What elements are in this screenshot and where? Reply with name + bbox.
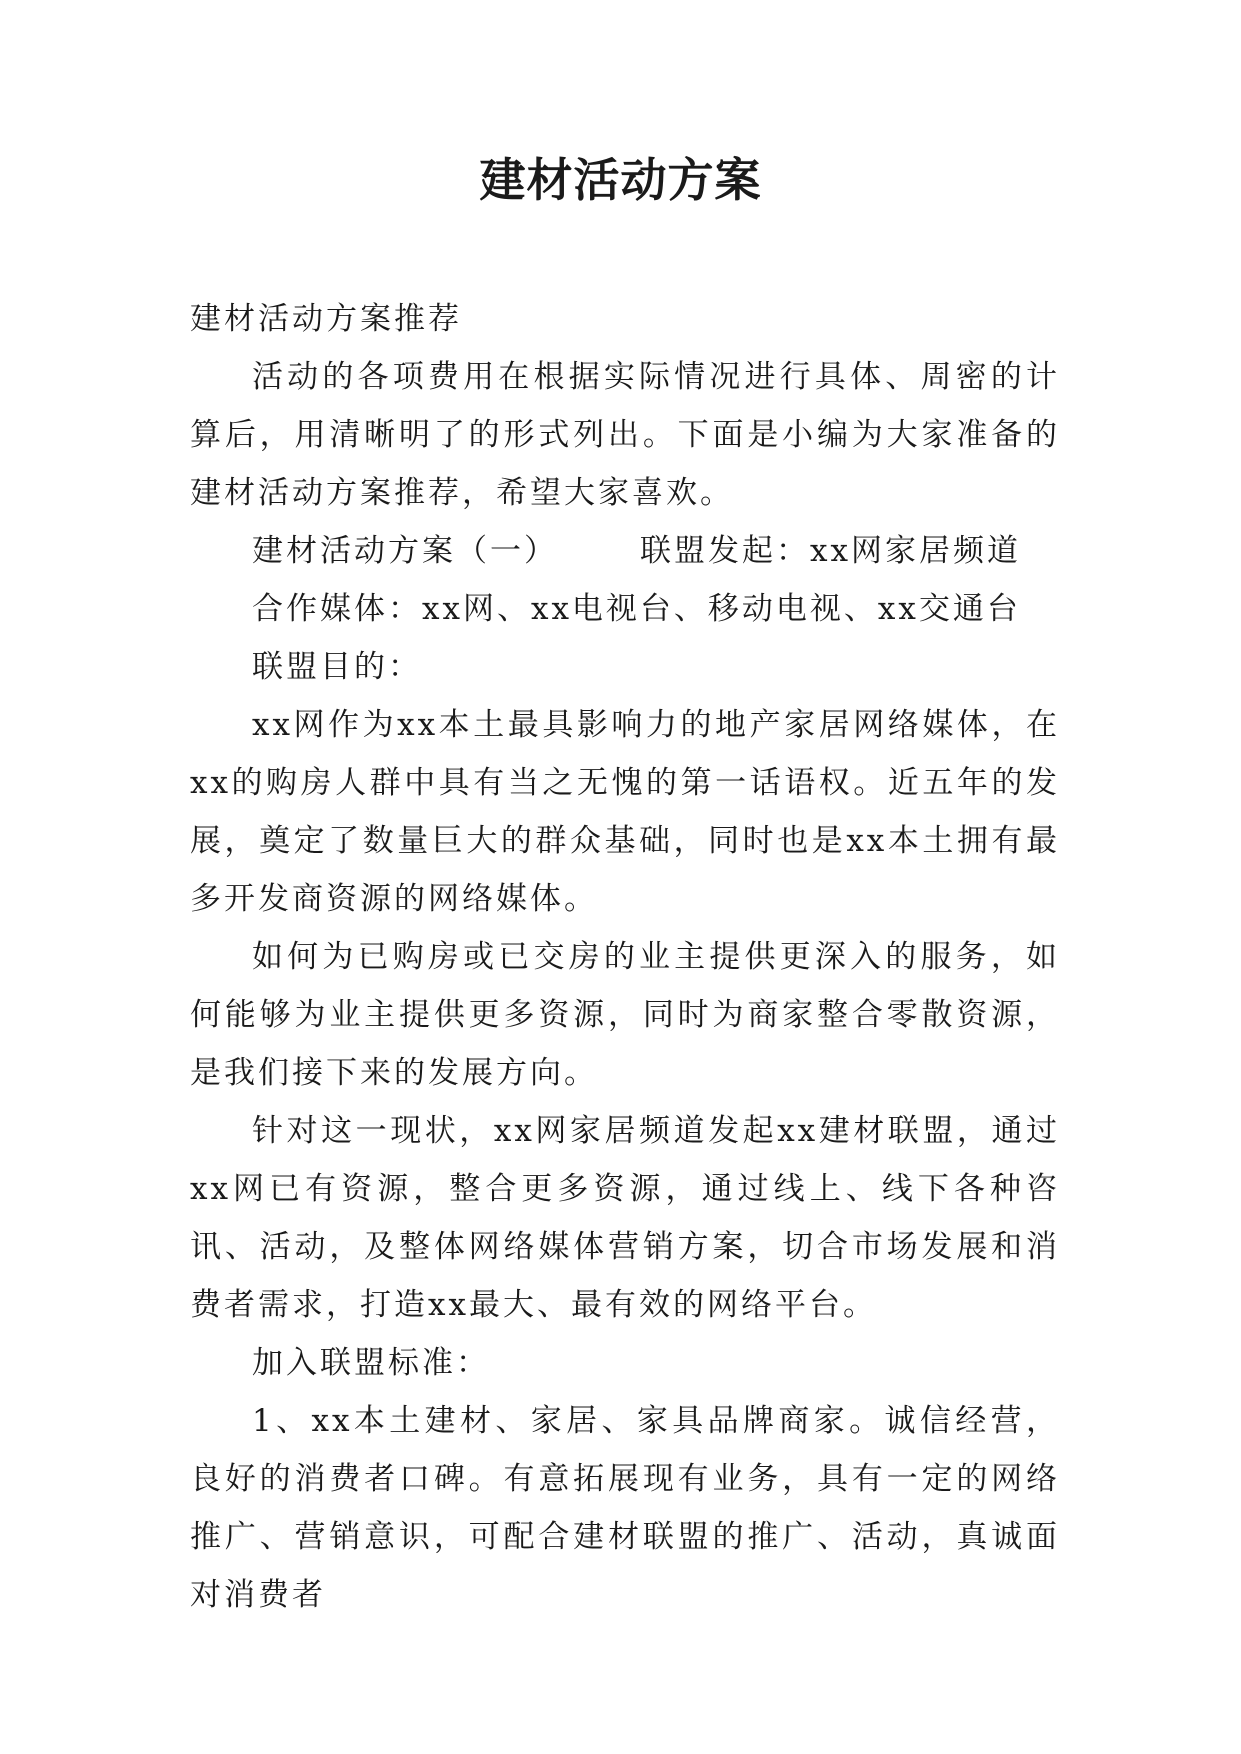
section-heading-line (190, 522, 1060, 580)
initiator-text: 联盟发起：xx网家居频道 (640, 533, 1021, 569)
body-paragraph-1: xx网作为xx本土最具影响力的地产家居网络媒体，在xx的购房人群中具有当之无愧的第一话语权。近五年的发展，奠定了数量巨大的群众基础，同时也是xx本土拥有最多开发商资源的网络媒体。 (190, 707, 1060, 917)
section-heading: 建材活动方案（一） (252, 533, 558, 569)
subtitle: 建材活动方案推荐 (190, 301, 462, 337)
standard-heading: 加入联盟标准： (252, 1345, 490, 1381)
document-title: 建材活动方案 (479, 153, 762, 207)
body-paragraph-2: 如何为已购房或已交房的业主提供更深入的服务，如何能够为业主提供更多资源，同时为商家整合零散资源，是我们接下来的发展方向。 (190, 939, 1060, 1091)
partners-paragraph: 合作媒体：xx网、xx电视台、移动电视、xx交通台 (252, 591, 1021, 627)
document-body (190, 290, 1060, 1624)
body-paragraph-4: 1、xx本土建材、家居、家具品牌商家。诚信经营，良好的消费者口碑。有意拓展现有业务，具有一定的网络推广、营销意识，可配合建材联盟的推广、活动，真诚面对消费者 (190, 1403, 1060, 1613)
body-paragraph-3: 针对这一现状，xx网家居频道发起xx建材联盟，通过xx网已有资源，整合更多资源，通过线上、线下各种咨讯、活动，及整体网络媒体营销方案，切合市场发展和消费者需求，打造xx最大、最有效的网络平台。 (190, 1113, 1060, 1323)
purpose-heading: 联盟目的： (252, 649, 422, 685)
intro-paragraph: 活动的各项费用在根据实际情况进行具体、周密的计算后，用清晰明了的形式列出。下面是小编为大家准备的建材活动方案推荐，希望大家喜欢。 (190, 359, 1060, 511)
